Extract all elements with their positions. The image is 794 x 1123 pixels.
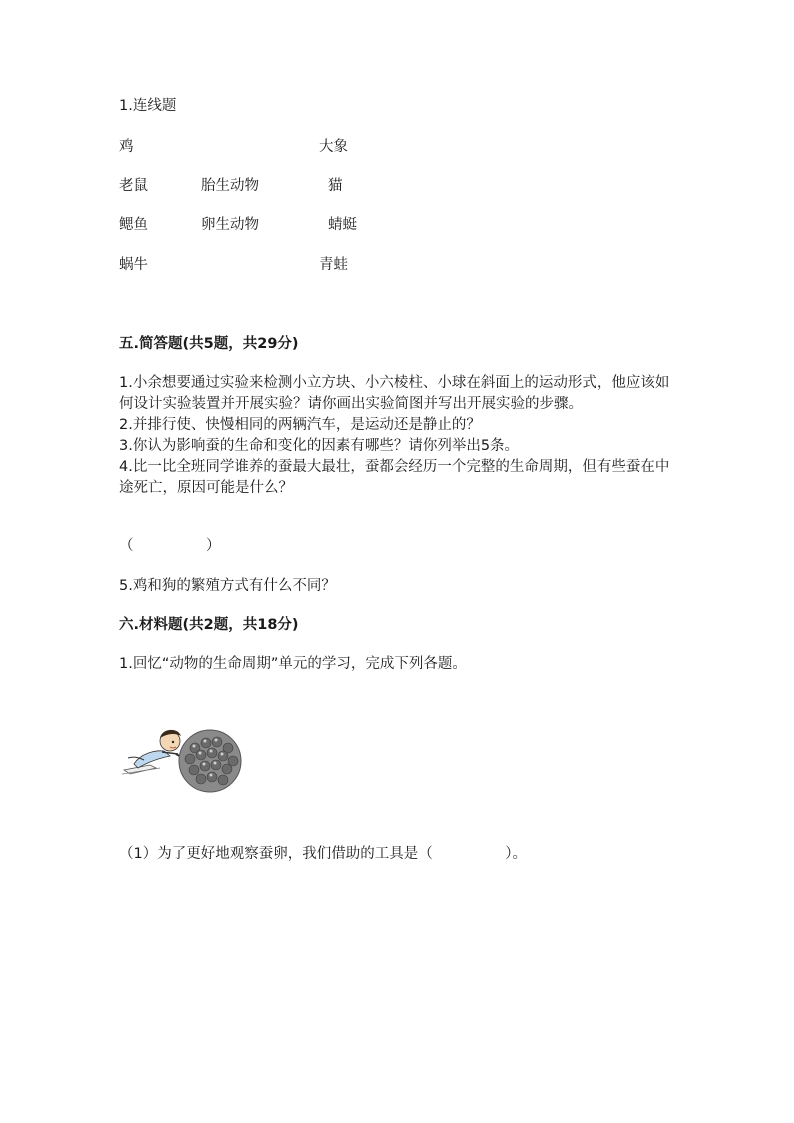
match-left-item: 老鼠 (119, 178, 148, 194)
section-6-heading: 六.材料题(共2题，共18分) (119, 617, 299, 633)
question-2: 2.并排行使、快慢相同的两辆汽车，是运动还是静止的？ (119, 417, 481, 433)
section-5-heading: 五.简答题(共5题，共29分) (119, 336, 299, 352)
question-3: 3.你认为影响蚕的生命和变化的因素有哪些？请你列举出5条。 (119, 438, 520, 454)
match-right-item: 青蛙 (319, 257, 348, 273)
match-right-item: 大象 (319, 139, 348, 155)
material-question-1: 1.回忆“动物的生命周期”单元的学习，完成下列各题。 (119, 656, 467, 672)
match-middle-item: 卵生动物 (201, 217, 259, 233)
section-5-questions (119, 373, 679, 499)
match-left-item: 鸡 (119, 139, 134, 155)
match-left-item: 蜗牛 (119, 257, 148, 273)
match-left-item: 鳃鱼 (119, 217, 148, 233)
question-4: 4.比一比全班同学谁养的蚕最大最壮，蚕都会经历一个完整的生命周期，但有些蚕在中途死亡，原因可能是什么？ (119, 459, 670, 496)
child-observing-eggs-illustration (120, 718, 245, 796)
match-right-item: 猫 (328, 178, 343, 194)
match-right-item: 蜻蜓 (328, 217, 357, 233)
question-1: 1.小余想要通过实验来检测小立方块、小六棱柱、小球在斜面上的运动形式，他应该如何设计实验装置并开展实验？请你画出实验简图并写出开展实验的步骤。 (119, 375, 670, 412)
answer-blank: （ ） (119, 538, 221, 554)
material-subquestion-1: （1）为了更好地观察蚕卵，我们借助的工具是（ ）。 (119, 846, 527, 862)
matching-title: 1.连线题 (119, 98, 177, 114)
match-middle-item: 胎生动物 (201, 178, 259, 194)
question-5: 5.鸡和狗的繁殖方式有什么不同？ (119, 578, 336, 594)
